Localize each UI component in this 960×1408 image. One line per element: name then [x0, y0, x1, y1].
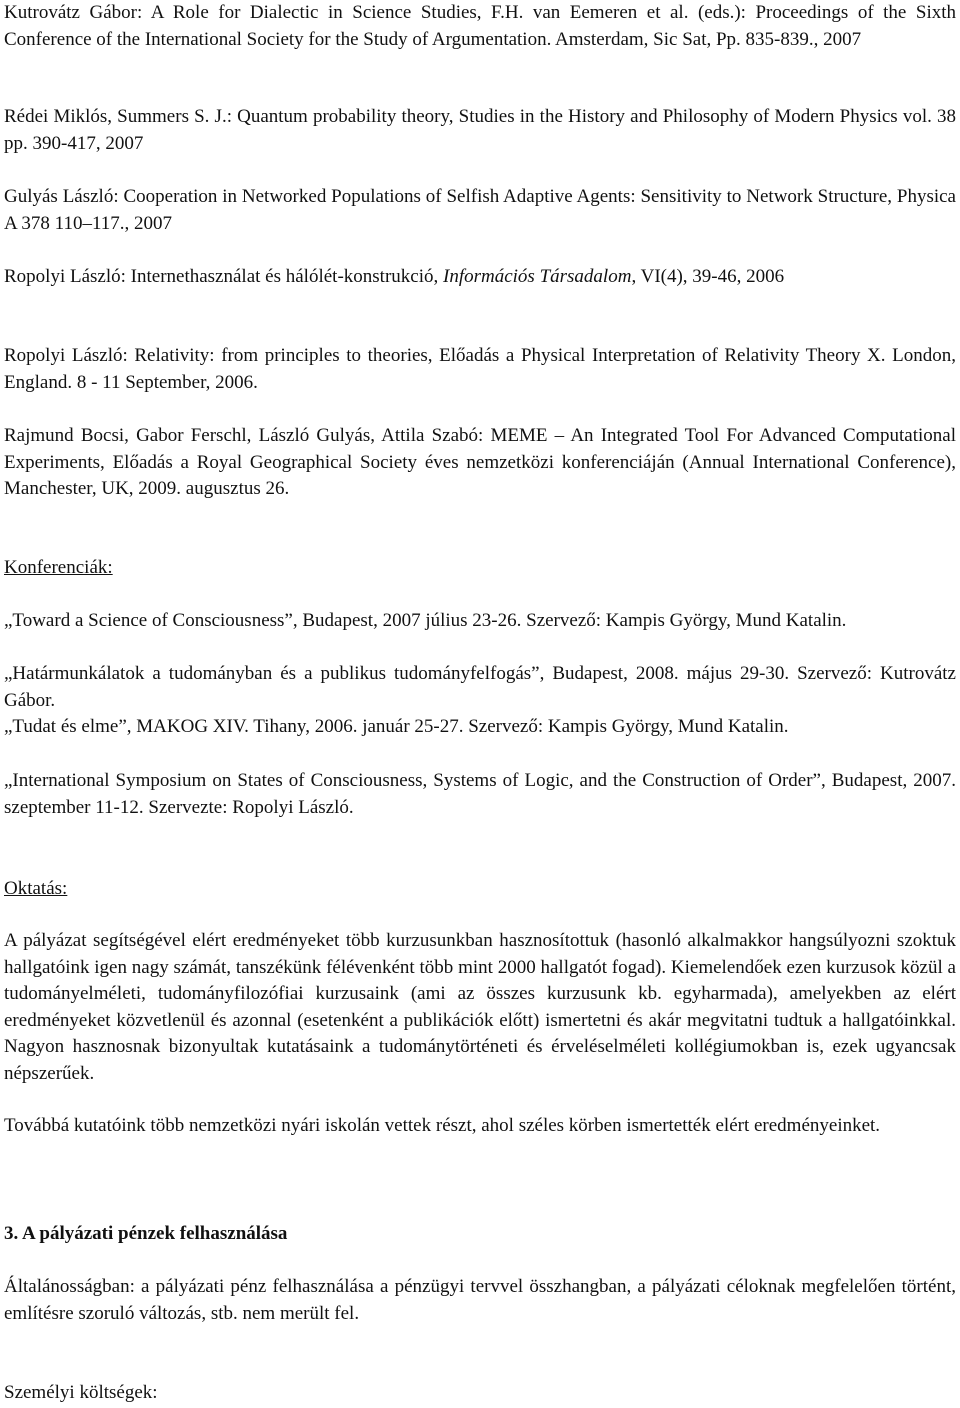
reference-gulyas: Gulyás László: Cooperation in Networked Populations of Selfish Adaptive Agents: Sensitivity to Network Structure, Physica A 378 110–117., 2007 — [4, 186, 956, 234]
reference-bocsi-meme: Rajmund Bocsi, Gabor Ferschl, László Gulyás, Attila Szabó: MEME – An Integrated Tool For Advanced Computational Experiments, Előadás a Royal Geographical Society éves nemzetközi konferenciáján (Annual International Conference), Manchester, UK, 2009. augusztus 26. — [4, 425, 956, 499]
teaching-heading: Oktatás: — [4, 878, 68, 899]
journal-title: Információs Társadalom — [443, 266, 632, 287]
reference-text: , VI(4), 39-46, 2006 — [631, 266, 785, 287]
personnel-costs-heading: Személyi költségek: — [4, 1382, 158, 1403]
reference-ropolyi-relativity: Ropolyi László: Relativity: from principles to theories, Előadás a Physical Interpretation of Relativity Theory X. London, England. 8 - 11 September, 2006. — [4, 345, 956, 393]
reference-redei: Rédei Miklós, Summers S. J.: Quantum probability theory, Studies in the History and Philosophy of Modern Physics vol. 38 pp. 390-417, 2007 — [4, 106, 956, 154]
conference-item: „Határmunkálatok a tudományban és a publikus tudományfelfogás”, Budapest, 2008. május 29-30. Szervező: Kutrovátz Gábor. — [4, 663, 956, 711]
conference-item: „International Symposium on States of Consciousness, Systems of Logic, and the Construction of Order”, Budapest, 2007. szeptember 11-12. Szervezte: Ropolyi László. — [4, 770, 956, 818]
section-heading: 3. A pályázati pénzek felhasználása — [4, 1223, 288, 1244]
reference-text: Ropolyi László: Internethasználat és hálólét-konstrukció, — [4, 266, 443, 287]
teaching-paragraph: Továbbá kutatóink több nemzetközi nyári iskolán vettek részt, ahol széles körben ismertették elért eredményeinket. — [4, 1115, 881, 1136]
reference-ropolyi-internet — [4, 264, 956, 291]
conference-item: „Toward a Science of Consciousness”, Budapest, 2007 július 23-26. Szervező: Kampis György, Mund Katalin. — [4, 610, 847, 631]
reference-kutrovatz: Kutrovátz Gábor: A Role for Dialectic in Science Studies, F.H. van Eemeren et al. (eds.): Proceedings of the Sixth Conference of the International Society for the Study of Argumentation. Amsterdam, Sic Sat, Pp. 835-839., 2007 — [4, 2, 956, 50]
teaching-paragraph: A pályázat segítségével elért eredményeket több kurzusunkban hasznosítottuk (hasonló alkalmakkor hangsúlyozni szoktuk hallgatóink igen nagy számát, tanszékünk félévenként több mint 2000 hallgatót fogad). Kiemelendőek ezen kurzusok közül a tudományelméleti, tudományfilozófiai kurzusaink (ami az összes kurzusunk kb. egyharmada), amelyekben az elért eredményeket közvetlenül és azonnal (esetenként a publikációk előtt) ismertetni és akár megvitatni tudtuk a hallgatóinkkal. Nagyon hasznosnak bizonyultak kutatásaink a tudománytörténeti és érveléselméleti kollégiumokban is, ezek ugyancsak népszerűek. — [4, 930, 956, 1084]
conferences-heading: Konferenciák: — [4, 557, 113, 578]
section-paragraph: Általánosságban: a pályázati pénz felhasználása a pénzügyi tervvel összhangban, a pályázati céloknak megfelelően történt, említésre szoruló változás, stb. nem merült fel. — [4, 1276, 956, 1324]
conference-item: „Tudat és elme”, MAKOG XIV. Tihany, 2006. január 25-27. Szervező: Kampis György, Mund Katalin. — [4, 716, 789, 737]
